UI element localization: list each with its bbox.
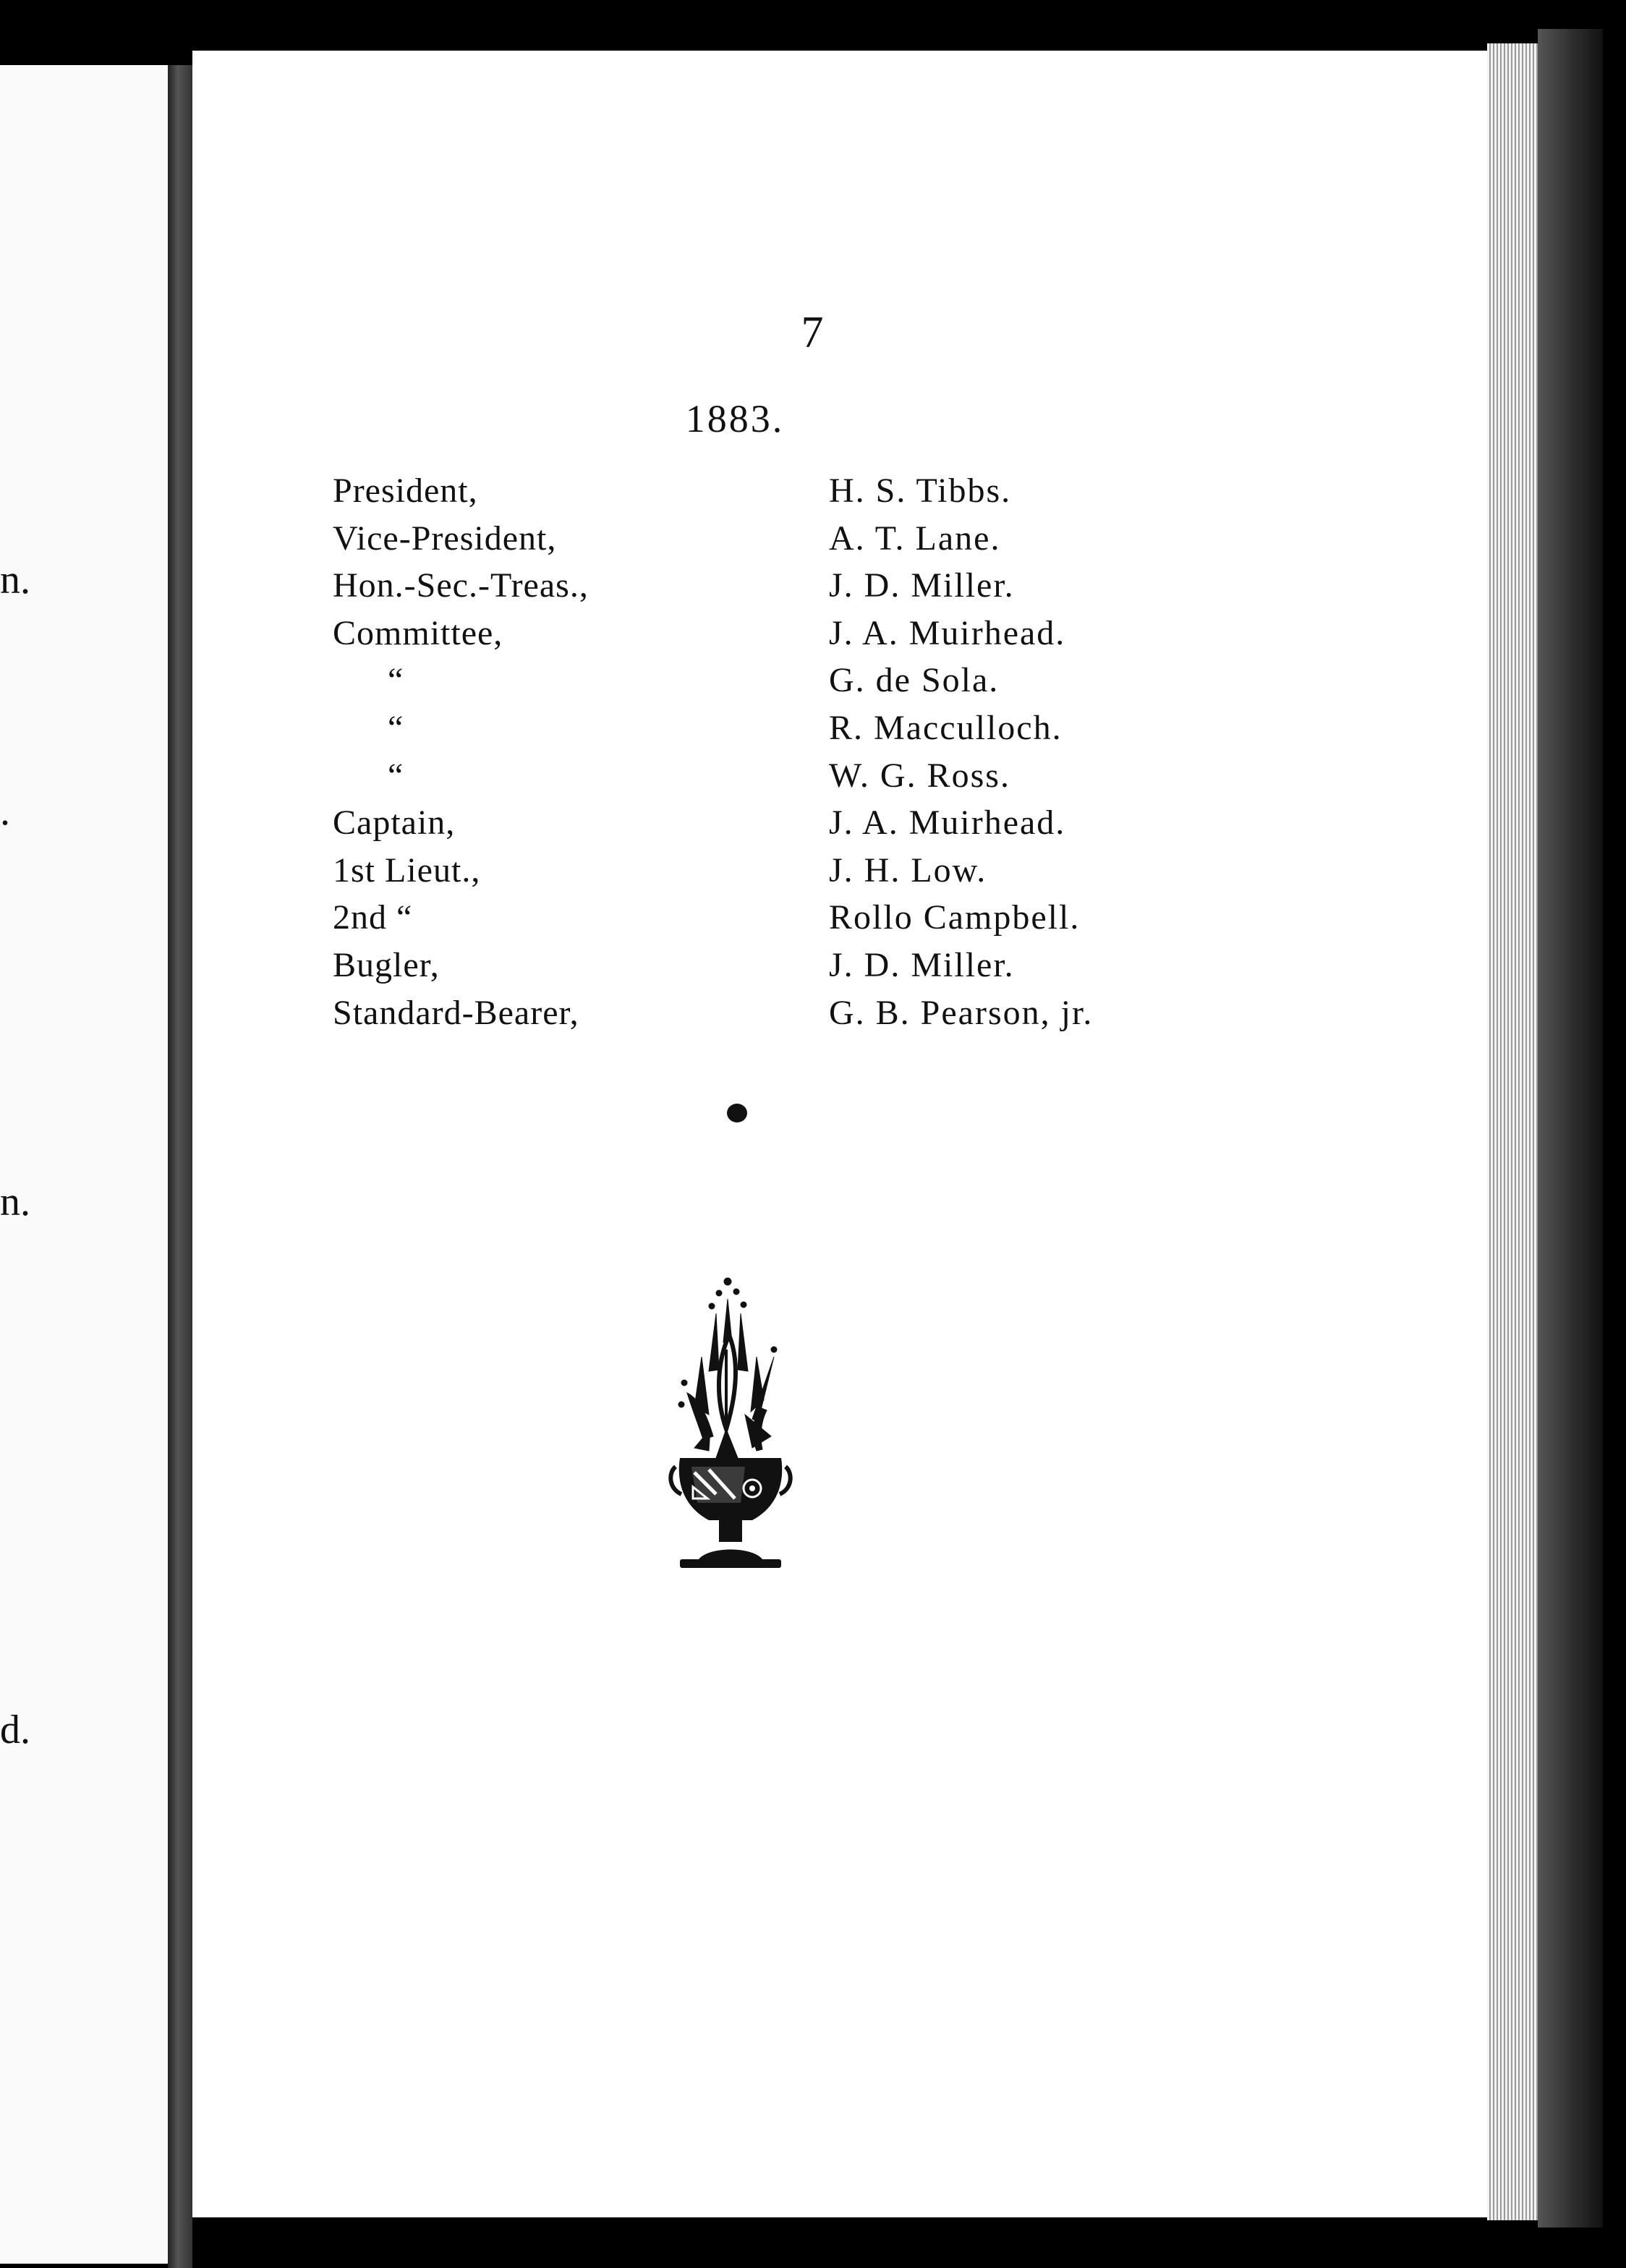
left-page-fragment: n. [0, 558, 30, 602]
officer-role: Vice-President, [333, 519, 557, 558]
officer-name: W. G. Ross. [829, 756, 1010, 795]
officer-role: Captain, [333, 803, 456, 843]
officer-name: G. B. Pearson, jr. [829, 993, 1094, 1032]
officer-row [333, 894, 1201, 942]
officer-role: 1st Lieut., [333, 850, 481, 890]
ditto-mark: “ [388, 756, 404, 795]
officer-name: R. Macculloch. [829, 708, 1063, 747]
left-facing-page [0, 65, 168, 2264]
book-cover-edge [1538, 29, 1603, 2228]
left-page-fragment: d. [0, 1708, 30, 1752]
year-heading: 1883. [685, 397, 785, 440]
officer-name: J. A. Muirhead. [829, 613, 1066, 652]
officer-name: A. T. Lane. [829, 519, 1001, 558]
officer-role: Bugler, [333, 945, 440, 984]
officer-row [333, 610, 1201, 657]
ditto-mark: “ [388, 661, 404, 700]
ditto-mark: “ [388, 708, 404, 747]
officer-row [333, 752, 1201, 800]
officer-name: H. S. Tibbs. [829, 472, 1012, 510]
officer-name: J. A. Muirhead. [829, 803, 1066, 843]
officer-row [333, 942, 1201, 989]
officer-role: 2nd “ [333, 898, 413, 937]
officer-role: Standard-Bearer, [333, 993, 579, 1032]
officer-row [333, 515, 1201, 563]
officer-name: J. D. Miller. [829, 945, 1015, 984]
officer-row [333, 562, 1201, 610]
left-page-fragment: n. [0, 1180, 30, 1224]
officer-row [333, 847, 1201, 895]
officer-role: Committee, [333, 613, 503, 652]
officer-row [333, 657, 1201, 704]
officer-name: J. H. Low. [829, 850, 987, 890]
officer-row [333, 989, 1201, 1037]
right-page [192, 51, 1487, 2217]
officer-name: G. de Sola. [829, 661, 1000, 700]
page-number: 7 [801, 308, 825, 357]
officer-row [333, 799, 1201, 847]
officer-role: President, [333, 472, 478, 510]
officer-row [333, 704, 1201, 752]
officer-name: Rollo Campbell. [829, 898, 1081, 937]
officer-list [333, 467, 1201, 1036]
officer-role: Hon.-Sec.-Treas., [333, 566, 589, 605]
left-page-fragment: . [0, 789, 10, 834]
page-edges [1487, 43, 1538, 2220]
book-gutter [168, 65, 192, 2268]
officer-name: J. D. Miller. [829, 566, 1015, 605]
ink-dot [727, 1104, 747, 1122]
officer-row [333, 467, 1201, 515]
vase-ornament-icon [665, 1277, 796, 1574]
